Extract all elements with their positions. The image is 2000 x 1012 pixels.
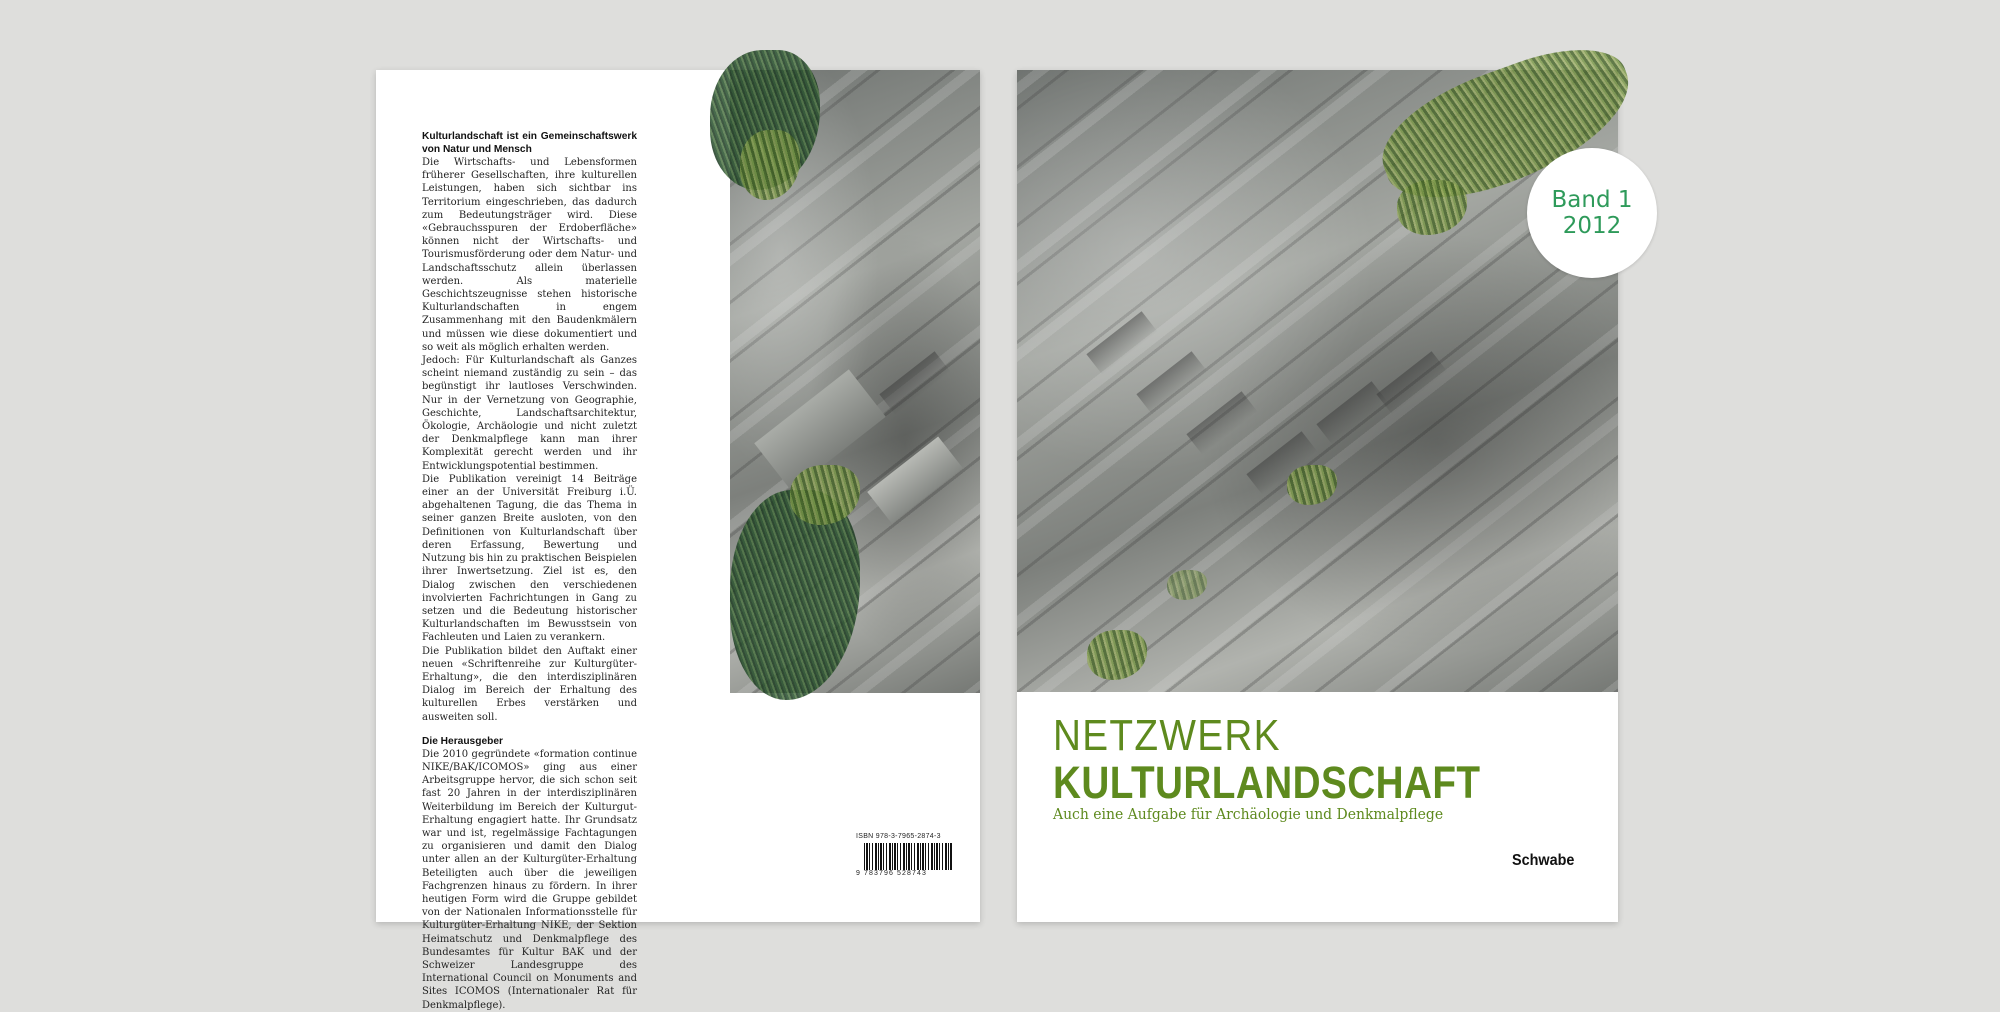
volume-year: 2012 [1562, 213, 1622, 239]
blurb-paragraph: Die Publikation bildet den Auftakt einer neuen «Schriftenreihe zur Kulturgüter-Erhaltung», die den interdisziplinären Dialog im Bereich der Erhaltung des kulturellen Erbes verstärken und ausweiten soll. [422, 645, 637, 723]
back-cover [376, 70, 980, 1011]
front-cover-rock-photo [1017, 70, 1618, 692]
back-cover-blurb [422, 130, 637, 1012]
blurb-paragraph: Die Publikation vereinigt 14 Beiträge einer an der Universität Freiburg i.Ü. abgehaltenen Tagung, die das Thema in seiner ganzen Breite ausloten, von den Definitionen von Kulturlandschaft über deren Erfassung, Bewertung und Nutzung bis hin zu praktischen Beispielen ihrer Inwertsetzung. Ziel ist es, den Dialog zwischen den verschiedenen involvierten Fachrichtungen in Gang zu setzen und die Bedeutung historischer Kulturlandschaften im Bewusstsein von Fachleuten und Laien zu verankern. [422, 473, 637, 644]
title-line-1: NETZWERK [1053, 711, 1281, 760]
volume-label: Band 1 [1551, 187, 1633, 213]
back-cover-rock-photo [730, 70, 980, 693]
barcode [864, 843, 952, 870]
volume-badge [1527, 148, 1657, 278]
subtitle: Auch eine Aufgabe für Archäologie und Denkmalpflege [1053, 805, 1444, 823]
isbn-label: ISBN 978-3-7965-2874-3 [856, 833, 941, 840]
editors-heading: Die Herausgeber [422, 735, 503, 747]
editors-paragraph: Die 2010 gegründete «formation continue NIKE/BAK/ICOMOS» ging aus einer Arbeitsgruppe hervor, die sich schon seit fast 20 Jahren in der interdisziplinären Weiterbildung im Bereich der Kulturgut-Erhaltung engagiert hatte. Ihr Grundsatz war und ist, regelmässige Fachtagungen zu organisieren und damit den Dialog unter allen an der Kulturgüter-Erhaltung Beteiligten auch über die jeweiligen Fachgrenzen hinaus zu fördern. In ihrer heutigen Form wird die Gruppe gebildet von der Nationalen Informationsstelle für Kulturgüter-Erhaltung NIKE, der Sektion Heimatschutz und Denkmalpflege des Bundesamtes für Kultur BAK und der Schweizer Landesgruppe des International Council on Monuments and Sites ICOMOS (Internationaler Rat für Denkmalpflege). [422, 748, 637, 1011]
blurb-paragraph: Die Wirtschafts- und Lebensformen früherer Gesellschaften, ihre kulturellen Leistungen, haben sich sichtbar ins Territorium eingeschrieben, das dadurch zum Bedeutungsträger wird. Diese «Gebrauchsspuren der Erdoberfläche» können nicht der Wirtschafts- und Tourismusförderung oder dem Natur- und Landschaftsschutz allein überlassen werden. Als materielle Geschichtszeugnisse stehen historische Kulturlandschaften in engem Zusammenhang mit den Baudenkmälern und müssen wie diese dokumentiert und so weit als möglich erhalten werden. [422, 157, 637, 353]
blurb-heading: Kulturlandschaft ist ein Gemeinschaftswerk von Natur und Mensch [422, 131, 637, 155]
blurb-paragraph: Jedoch: Für Kulturlandschaft als Ganzes scheint niemand zuständig zu sein – das begünstigt ihr lautloses Verschwinden. Nur in der Vernetzung von Geographie, Geschichte, Landschaftsarchitektur, Ökologie, Archäologie und nicht zuletzt der Denkmalpflege kann man ihrer Komplexität gerecht werden und ihr Entwicklungspotential bestimmen. [422, 355, 637, 472]
publisher-logo: Schwabe [1512, 852, 1575, 869]
title-line-2: KULTURLANDSCHAFT [1053, 757, 1481, 808]
barcode-digits: 9 783796 528743 [856, 870, 927, 877]
